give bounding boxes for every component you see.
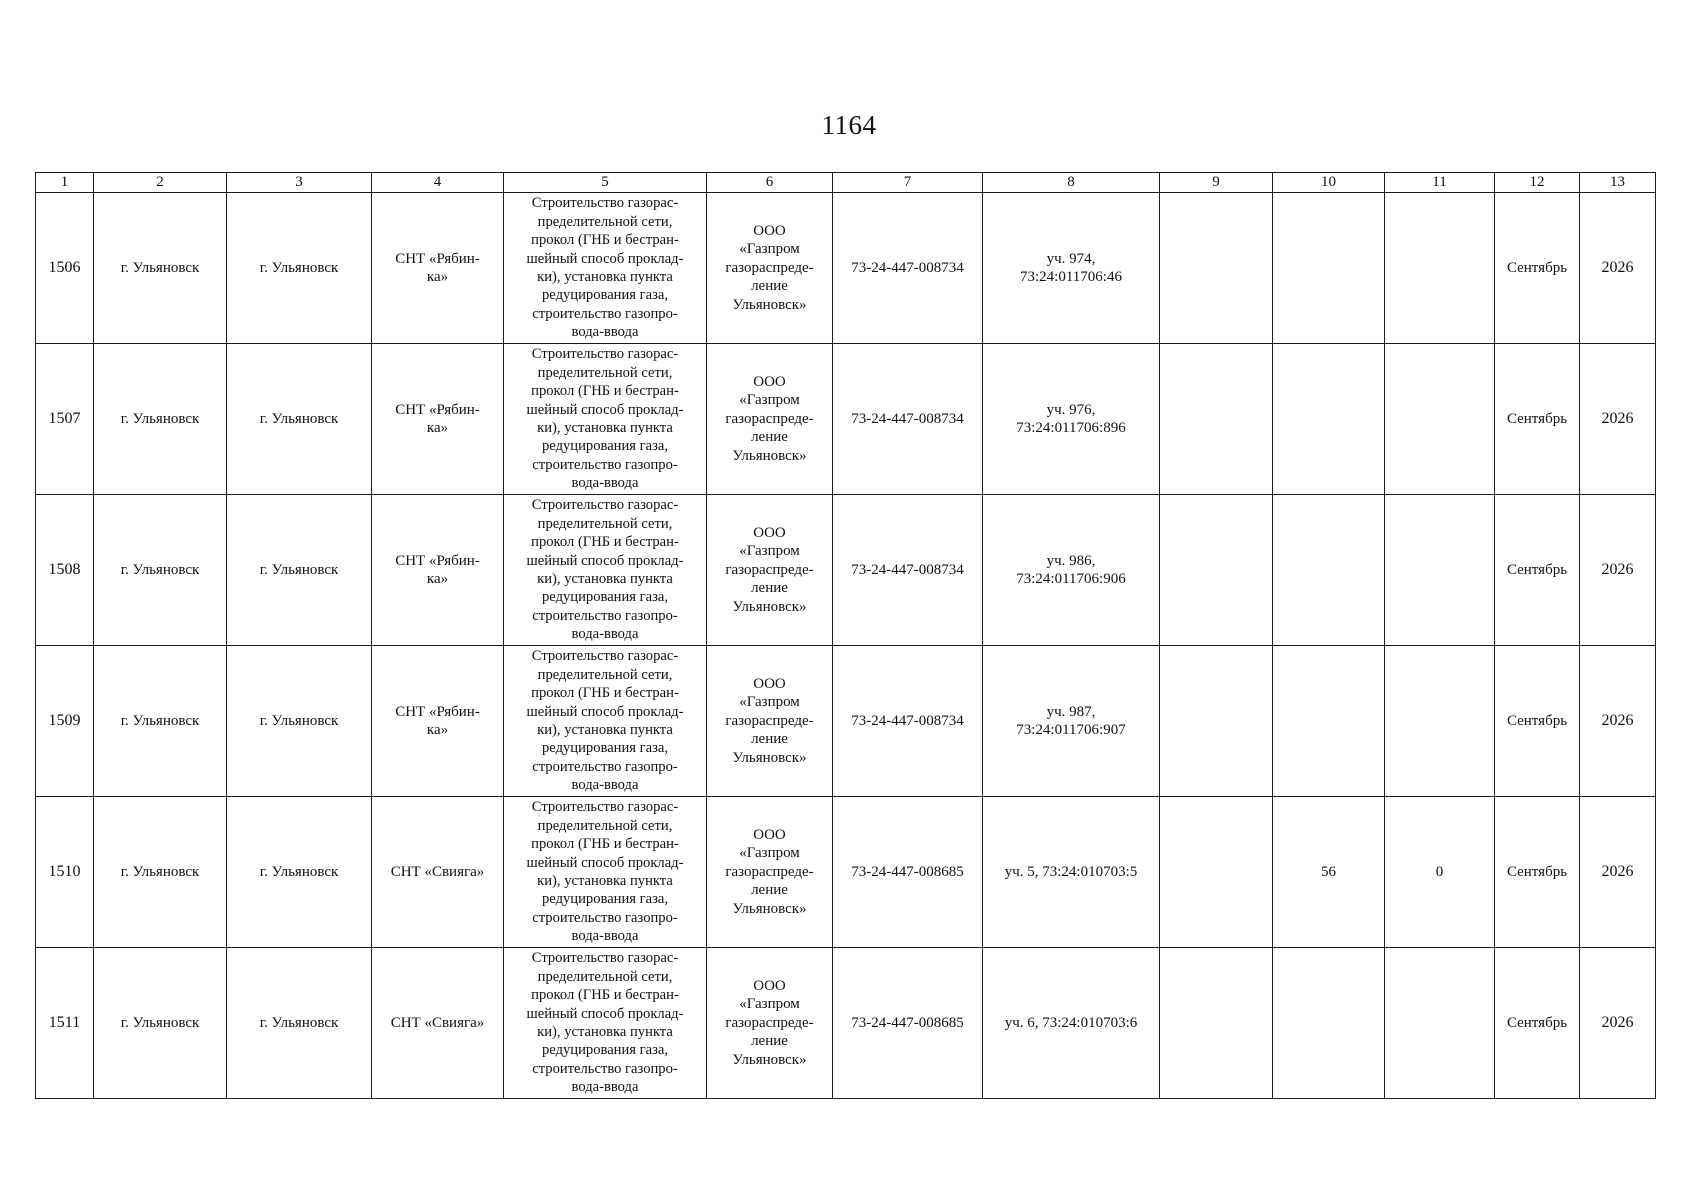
cell-municipality: г. Ульяновск bbox=[94, 646, 227, 797]
cell-line: Строительство газорас- bbox=[531, 195, 679, 212]
cell-object bbox=[372, 495, 504, 646]
table-body bbox=[36, 193, 1656, 1099]
cell-line: газораспреде- bbox=[725, 1014, 814, 1031]
cell-line: ление bbox=[751, 882, 788, 899]
cell-number: 1511 bbox=[36, 948, 94, 1099]
cell-line: Строительство газорас- bbox=[531, 950, 679, 967]
cell-line: ООО bbox=[753, 826, 786, 843]
cell-line: строительство газопро- bbox=[532, 456, 678, 473]
cell-month: Сентябрь bbox=[1495, 495, 1580, 646]
col-header-4: 4 bbox=[372, 173, 504, 193]
cell-line: газораспреде- bbox=[725, 410, 814, 427]
cell-line: ООО bbox=[753, 675, 786, 692]
col-header-1: 1 bbox=[36, 173, 94, 193]
cell-line: строительство газопро- bbox=[532, 909, 678, 926]
cell-line: строительство газопро- bbox=[532, 1060, 678, 1077]
cell-land-plot bbox=[983, 797, 1160, 948]
cell-col10: 56 bbox=[1273, 797, 1385, 948]
cell-line: «Газпром bbox=[739, 845, 800, 862]
cell-line: редуцирования газа, bbox=[541, 589, 669, 606]
cell-land-plot bbox=[983, 193, 1160, 344]
cell-line: строительство газопро- bbox=[532, 758, 678, 775]
cell-line: уч. 5, 73:24:010703:5 bbox=[1004, 863, 1138, 880]
cell-work-description bbox=[504, 193, 707, 344]
cell-line: прокол (ГНБ и бестран- bbox=[531, 232, 679, 249]
col-header-5: 5 bbox=[504, 173, 707, 193]
cell-line: уч. 976, bbox=[1046, 401, 1096, 418]
table-row bbox=[36, 948, 1656, 1099]
cell-line: шейный способ проклад- bbox=[526, 401, 684, 418]
cell-line: уч. 974, bbox=[1046, 250, 1096, 267]
table-row bbox=[36, 646, 1656, 797]
cell-line: шейный способ проклад- bbox=[526, 703, 684, 720]
cell-col10 bbox=[1273, 948, 1385, 1099]
col-header-3: 3 bbox=[227, 173, 372, 193]
cell-number: 1507 bbox=[36, 344, 94, 495]
header-row bbox=[36, 173, 1656, 193]
cell-municipality: г. Ульяновск bbox=[94, 948, 227, 1099]
cell-col10 bbox=[1273, 495, 1385, 646]
cell-line: Строительство газорас- bbox=[531, 497, 679, 514]
cell-municipality: г. Ульяновск bbox=[94, 495, 227, 646]
cell-settlement: г. Ульяновск bbox=[227, 646, 372, 797]
cell-line: пределительной сети, bbox=[537, 364, 673, 381]
cell-col11 bbox=[1385, 495, 1495, 646]
table-row bbox=[36, 193, 1656, 344]
register-table bbox=[35, 172, 1656, 1099]
col-header-7: 7 bbox=[833, 173, 983, 193]
cell-col10 bbox=[1273, 193, 1385, 344]
cell-line: газораспреде- bbox=[725, 561, 814, 578]
cell-year: 2026 bbox=[1580, 797, 1656, 948]
cell-organization bbox=[707, 797, 833, 948]
cell-line: прокол (ГНБ и бестран- bbox=[531, 685, 679, 702]
cell-month: Сентябрь bbox=[1495, 797, 1580, 948]
table-row bbox=[36, 797, 1656, 948]
col-header-9: 9 bbox=[1160, 173, 1273, 193]
cell-program-code: 73-24-447-008734 bbox=[833, 495, 983, 646]
cell-line: уч. 986, bbox=[1046, 552, 1096, 569]
cell-line: ки), установка пункта bbox=[537, 722, 673, 738]
cell-col9 bbox=[1160, 646, 1273, 797]
cell-line: 73:24:011706:46 bbox=[1020, 269, 1122, 285]
cell-line: редуцирования газа, bbox=[541, 891, 669, 908]
cell-program-code: 73-24-447-008734 bbox=[833, 193, 983, 344]
cell-line: Ульяновск» bbox=[732, 447, 807, 464]
cell-number: 1508 bbox=[36, 495, 94, 646]
cell-organization bbox=[707, 344, 833, 495]
cell-line: СНТ «Свияга» bbox=[390, 1014, 485, 1031]
cell-line: ки), установка пункта bbox=[537, 420, 673, 436]
cell-line: 73:24:011706:907 bbox=[1016, 722, 1126, 738]
cell-month: Сентябрь bbox=[1495, 344, 1580, 495]
table-row bbox=[36, 495, 1656, 646]
cell-line: Ульяновск» bbox=[732, 598, 807, 615]
cell-settlement: г. Ульяновск bbox=[227, 495, 372, 646]
cell-month: Сентябрь bbox=[1495, 948, 1580, 1099]
cell-work-description bbox=[504, 495, 707, 646]
cell-line: ление bbox=[751, 731, 788, 748]
cell-line: газораспреде- bbox=[725, 712, 814, 729]
col-header-10: 10 bbox=[1273, 173, 1385, 193]
cell-line: ка» bbox=[426, 420, 449, 436]
cell-organization bbox=[707, 948, 833, 1099]
cell-program-code: 73-24-447-008685 bbox=[833, 797, 983, 948]
cell-settlement: г. Ульяновск bbox=[227, 344, 372, 495]
cell-line: 73:24:011706:896 bbox=[1016, 420, 1126, 436]
cell-line: Строительство газорас- bbox=[531, 799, 679, 816]
cell-line: Ульяновск» bbox=[732, 296, 807, 313]
cell-line: «Газпром bbox=[739, 694, 800, 711]
col-header-8: 8 bbox=[983, 173, 1160, 193]
cell-line: прокол (ГНБ и бестран- bbox=[531, 836, 679, 853]
cell-organization bbox=[707, 646, 833, 797]
cell-col9 bbox=[1160, 495, 1273, 646]
cell-line: пределительной сети, bbox=[537, 515, 673, 532]
cell-municipality: г. Ульяновск bbox=[94, 797, 227, 948]
cell-work-description bbox=[504, 646, 707, 797]
cell-land-plot bbox=[983, 646, 1160, 797]
cell-line: ление bbox=[751, 278, 788, 295]
cell-col11 bbox=[1385, 948, 1495, 1099]
cell-line: пределительной сети, bbox=[537, 666, 673, 683]
cell-line: ки), установка пункта bbox=[537, 269, 673, 285]
cell-line: ка» bbox=[426, 722, 449, 738]
cell-line: строительство газопро- bbox=[532, 305, 678, 322]
cell-line: вода-ввода bbox=[571, 777, 639, 794]
cell-number: 1509 bbox=[36, 646, 94, 797]
cell-line: Строительство газорас- bbox=[531, 346, 679, 363]
cell-organization bbox=[707, 193, 833, 344]
cell-line: редуцирования газа, bbox=[541, 1042, 669, 1059]
cell-work-description bbox=[504, 948, 707, 1099]
cell-line: газораспреде- bbox=[725, 863, 814, 880]
cell-line: вода-ввода bbox=[571, 324, 639, 341]
cell-line: ки), установка пункта bbox=[537, 873, 673, 889]
cell-line: ка» bbox=[426, 269, 449, 285]
cell-municipality: г. Ульяновск bbox=[94, 344, 227, 495]
cell-object bbox=[372, 646, 504, 797]
cell-line: Ульяновск» bbox=[732, 900, 807, 917]
cell-line: шейный способ проклад- bbox=[526, 552, 684, 569]
cell-settlement: г. Ульяновск bbox=[227, 948, 372, 1099]
cell-line: ление bbox=[751, 1033, 788, 1050]
cell-line: газораспреде- bbox=[725, 259, 814, 276]
cell-object bbox=[372, 797, 504, 948]
cell-month: Сентябрь bbox=[1495, 646, 1580, 797]
cell-line: 73:24:011706:906 bbox=[1016, 571, 1126, 587]
cell-line: «Газпром bbox=[739, 543, 800, 560]
cell-year: 2026 bbox=[1580, 344, 1656, 495]
cell-col11 bbox=[1385, 193, 1495, 344]
cell-line: Ульяновск» bbox=[732, 1051, 807, 1068]
cell-col10 bbox=[1273, 646, 1385, 797]
cell-program-code: 73-24-447-008685 bbox=[833, 948, 983, 1099]
cell-line: ки), установка пункта bbox=[537, 571, 673, 587]
cell-line: вода-ввода bbox=[571, 626, 639, 643]
cell-work-description bbox=[504, 344, 707, 495]
col-header-12: 12 bbox=[1495, 173, 1580, 193]
cell-land-plot bbox=[983, 948, 1160, 1099]
cell-line: вода-ввода bbox=[571, 1079, 639, 1096]
col-header-11: 11 bbox=[1385, 173, 1495, 193]
cell-col11 bbox=[1385, 646, 1495, 797]
cell-line: СНТ «Свияга» bbox=[390, 863, 485, 880]
table-row bbox=[36, 344, 1656, 495]
cell-year: 2026 bbox=[1580, 495, 1656, 646]
cell-line: пределительной сети, bbox=[537, 817, 673, 834]
cell-year: 2026 bbox=[1580, 193, 1656, 344]
cell-program-code: 73-24-447-008734 bbox=[833, 344, 983, 495]
cell-settlement: г. Ульяновск bbox=[227, 193, 372, 344]
cell-line: шейный способ проклад- bbox=[526, 1005, 684, 1022]
cell-line: шейный способ проклад- bbox=[526, 250, 684, 267]
cell-line: СНТ «Рябин- bbox=[395, 250, 480, 267]
page-number: 1164 bbox=[821, 110, 877, 140]
cell-line: СНТ «Рябин- bbox=[395, 703, 480, 720]
cell-object bbox=[372, 948, 504, 1099]
cell-col9 bbox=[1160, 344, 1273, 495]
cell-number: 1510 bbox=[36, 797, 94, 948]
cell-line: «Газпром bbox=[739, 392, 800, 409]
col-header-2: 2 bbox=[94, 173, 227, 193]
cell-line: редуцирования газа, bbox=[541, 438, 669, 455]
cell-line: прокол (ГНБ и бестран- bbox=[531, 534, 679, 551]
cell-line: пределительной сети, bbox=[537, 968, 673, 985]
cell-line: ООО bbox=[753, 222, 786, 239]
cell-line: СНТ «Рябин- bbox=[395, 401, 480, 418]
cell-line: уч. 987, bbox=[1046, 703, 1096, 720]
cell-col9 bbox=[1160, 948, 1273, 1099]
cell-line: шейный способ проклад- bbox=[526, 854, 684, 871]
cell-work-description bbox=[504, 797, 707, 948]
cell-line: редуцирования газа, bbox=[541, 740, 669, 757]
cell-line: ление bbox=[751, 580, 788, 597]
cell-year: 2026 bbox=[1580, 948, 1656, 1099]
cell-object bbox=[372, 344, 504, 495]
cell-object bbox=[372, 193, 504, 344]
cell-col9 bbox=[1160, 193, 1273, 344]
cell-line: ление bbox=[751, 429, 788, 446]
cell-line: вода-ввода bbox=[571, 928, 639, 945]
cell-year: 2026 bbox=[1580, 646, 1656, 797]
cell-line: прокол (ГНБ и бестран- bbox=[531, 383, 679, 400]
cell-municipality: г. Ульяновск bbox=[94, 193, 227, 344]
cell-line: строительство газопро- bbox=[532, 607, 678, 624]
cell-col9 bbox=[1160, 797, 1273, 948]
cell-line: Строительство газорас- bbox=[531, 648, 679, 665]
cell-settlement: г. Ульяновск bbox=[227, 797, 372, 948]
col-header-13: 13 bbox=[1580, 173, 1656, 193]
cell-line: «Газпром bbox=[739, 241, 800, 258]
cell-col11: 0 bbox=[1385, 797, 1495, 948]
cell-program-code: 73-24-447-008734 bbox=[833, 646, 983, 797]
cell-land-plot bbox=[983, 344, 1160, 495]
cell-line: «Газпром bbox=[739, 996, 800, 1013]
cell-line: вода-ввода bbox=[571, 475, 639, 492]
cell-line: редуцирования газа, bbox=[541, 287, 669, 304]
cell-line: ООО bbox=[753, 373, 786, 390]
cell-line: ка» bbox=[426, 571, 449, 587]
cell-line: уч. 6, 73:24:010703:6 bbox=[1004, 1014, 1138, 1031]
cell-line: ООО bbox=[753, 977, 786, 994]
cell-col10 bbox=[1273, 344, 1385, 495]
cell-line: СНТ «Рябин- bbox=[395, 552, 480, 569]
cell-line: ООО bbox=[753, 524, 786, 541]
cell-col11 bbox=[1385, 344, 1495, 495]
cell-line: прокол (ГНБ и бестран- bbox=[531, 987, 679, 1004]
cell-month: Сентябрь bbox=[1495, 193, 1580, 344]
cell-land-plot bbox=[983, 495, 1160, 646]
cell-number: 1506 bbox=[36, 193, 94, 344]
cell-line: ки), установка пункта bbox=[537, 1024, 673, 1040]
cell-line: Ульяновск» bbox=[732, 749, 807, 766]
col-header-6: 6 bbox=[707, 173, 833, 193]
cell-line: пределительной сети, bbox=[537, 213, 673, 230]
cell-organization bbox=[707, 495, 833, 646]
